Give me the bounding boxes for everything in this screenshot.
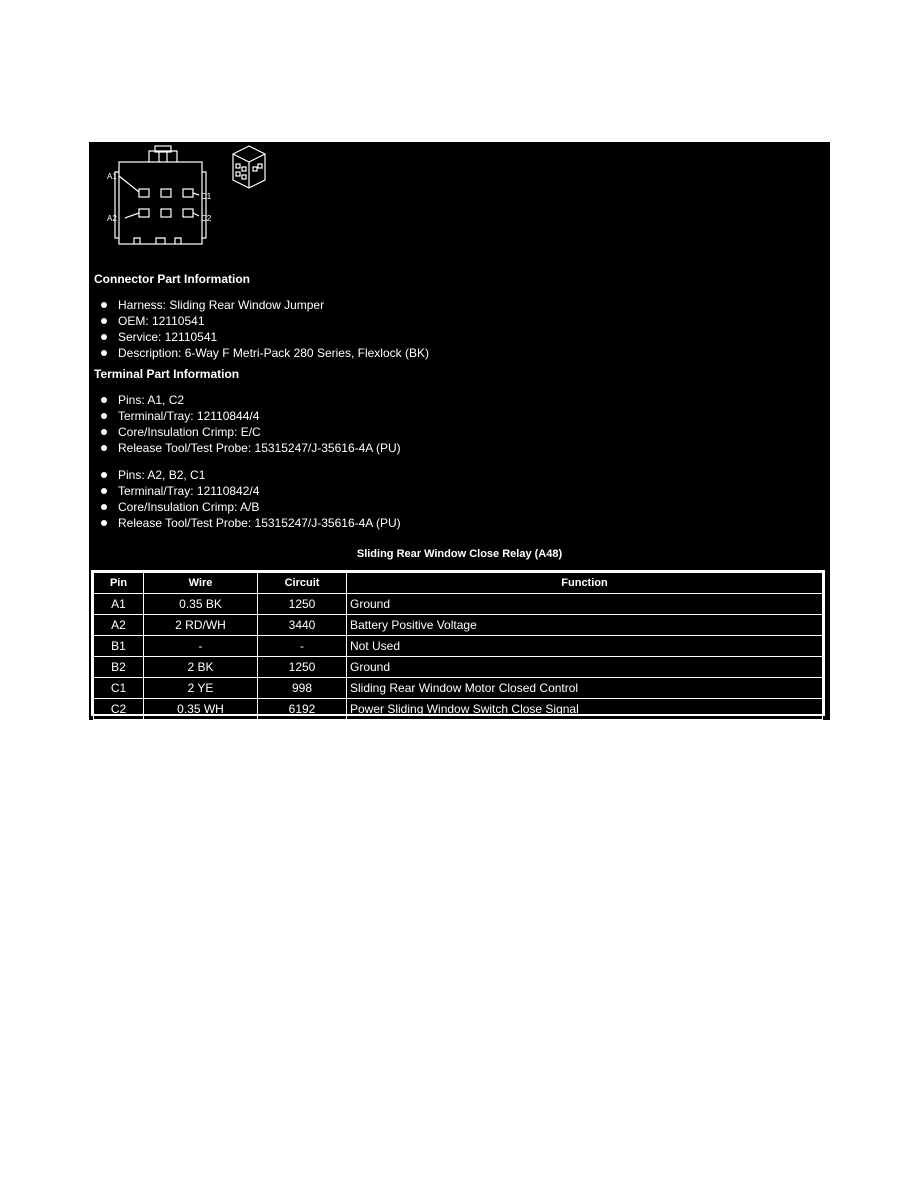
- circuit-cell: 3440: [258, 615, 347, 636]
- header-wire: Wire: [144, 573, 258, 594]
- list-item: Terminal/Tray: 12110844/4: [89, 408, 401, 424]
- bullet-icon: [101, 504, 107, 510]
- table-row: [94, 699, 823, 720]
- terminal-part-info-title: Terminal Part Information: [94, 367, 240, 381]
- list-item: Harness: Sliding Rear Window Jumper: [89, 297, 429, 313]
- wire-cell: 2 YE: [144, 678, 258, 699]
- circuit-cell: -: [258, 636, 347, 657]
- table-header-row: [94, 573, 823, 594]
- function-cell: Not Used: [347, 636, 823, 657]
- table-row: [94, 594, 823, 615]
- list-item: Terminal/Tray: 12110842/4: [89, 483, 401, 499]
- header-pin: Pin: [94, 573, 144, 594]
- function-cell: Ground: [347, 657, 823, 678]
- pin-label-c2: C2: [201, 214, 212, 223]
- bullet-icon: [101, 445, 107, 451]
- connector-end-view-panel: [89, 142, 830, 720]
- pin-cell: A2: [94, 615, 144, 636]
- table-caption: Sliding Rear Window Close Relay (A48): [356, 548, 563, 560]
- circuit-cell: 998: [258, 678, 347, 699]
- bullet-icon: [101, 488, 107, 494]
- function-cell: Power Sliding Window Switch Close Signal: [347, 699, 823, 720]
- function-cell: Battery Positive Voltage: [347, 615, 823, 636]
- terminal-part-info-list-1: [89, 392, 401, 456]
- pin-label-c1: C1: [201, 192, 212, 201]
- header-function: Function: [347, 573, 823, 594]
- table-row: [94, 678, 823, 699]
- header-circuit: Circuit: [258, 573, 347, 594]
- list-item: Pins: A1, C2: [89, 392, 401, 408]
- list-item: Description: 6-Way F Metri-Pack 280 Series, Flexlock (BK): [89, 345, 429, 361]
- wire-cell: 0.35 WH: [144, 699, 258, 720]
- pinout-table-frame: [91, 570, 825, 716]
- bullet-icon: [101, 350, 107, 356]
- bullet-icon: [101, 472, 107, 478]
- connector-face-diagram: [89, 142, 289, 252]
- list-item: Service: 12110541: [89, 329, 429, 345]
- pin-cell: B2: [94, 657, 144, 678]
- list-item: Core/Insulation Crimp: E/C: [89, 424, 401, 440]
- list-item: Release Tool/Test Probe: 15315247/J-35616-4A (PU): [89, 440, 401, 456]
- list-item: Pins: A2, B2, C1: [89, 467, 401, 483]
- pin-label-a2: A2: [107, 214, 117, 223]
- list-item: Release Tool/Test Probe: 15315247/J-35616-4A (PU): [89, 515, 401, 531]
- pin-label-a1: A1: [107, 172, 117, 181]
- bullet-icon: [101, 413, 107, 419]
- terminal-part-info-list-2: [89, 467, 401, 531]
- wire-cell: 2 RD/WH: [144, 615, 258, 636]
- list-item: Core/Insulation Crimp: A/B: [89, 499, 401, 515]
- bullet-icon: [101, 302, 107, 308]
- wire-cell: 0.35 BK: [144, 594, 258, 615]
- connector-part-info-title: Connector Part Information: [94, 272, 251, 286]
- bullet-icon: [101, 397, 107, 403]
- pinout-table: [93, 572, 823, 720]
- list-item: OEM: 12110541: [89, 313, 429, 329]
- circuit-cell: 1250: [258, 594, 347, 615]
- connector-part-info-list: [89, 297, 429, 361]
- bullet-icon: [101, 429, 107, 435]
- table-row: [94, 657, 823, 678]
- pin-cell: A1: [94, 594, 144, 615]
- bullet-icon: [101, 334, 107, 340]
- function-cell: Sliding Rear Window Motor Closed Control: [347, 678, 823, 699]
- bullet-icon: [101, 318, 107, 324]
- bullet-icon: [101, 520, 107, 526]
- function-cell: Ground: [347, 594, 823, 615]
- pin-cell: C2: [94, 699, 144, 720]
- circuit-cell: 6192: [258, 699, 347, 720]
- circuit-cell: 1250: [258, 657, 347, 678]
- wire-cell: -: [144, 636, 258, 657]
- wire-cell: 2 BK: [144, 657, 258, 678]
- pin-cell: C1: [94, 678, 144, 699]
- table-row: [94, 636, 823, 657]
- pin-cell: B1: [94, 636, 144, 657]
- table-row: [94, 615, 823, 636]
